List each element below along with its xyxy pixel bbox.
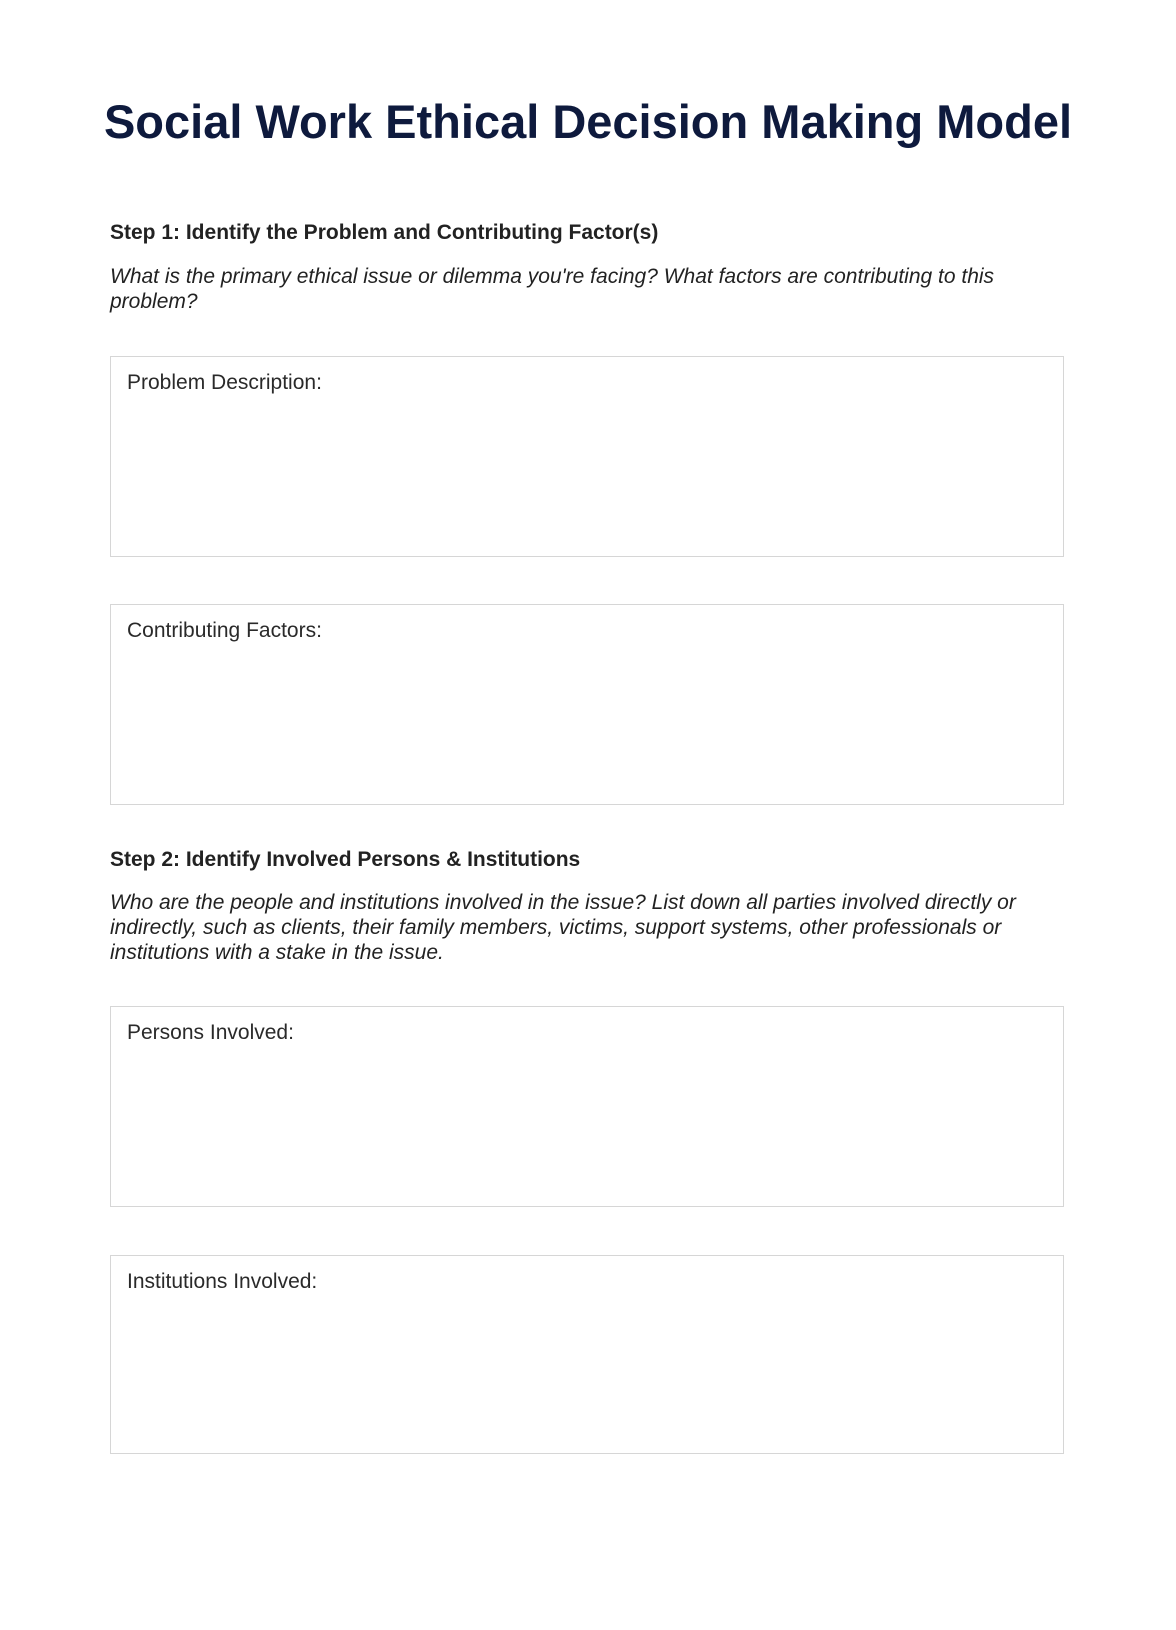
page-title: Social Work Ethical Decision Making Model <box>103 95 1073 148</box>
field-label: Contributing Factors: <box>127 619 322 642</box>
institutions-involved-field[interactable] <box>110 1255 1064 1454</box>
step-2-heading: Step 2: Identify Involved Persons & Institutions <box>110 848 581 871</box>
field-label: Institutions Involved: <box>127 1270 318 1293</box>
step-1-heading: Step 1: Identify the Problem and Contributing Factor(s) <box>110 221 659 244</box>
field-label: Problem Description: <box>127 371 322 394</box>
persons-involved-field[interactable] <box>110 1006 1064 1207</box>
field-label: Persons Involved: <box>127 1021 294 1044</box>
problem-description-field[interactable] <box>110 356 1064 557</box>
step-2-prompt: Who are the people and institutions involved in the issue? List down all parties involved directly or indirectly, such as clients, their family members, victims, support systems, other professionals or institutions with a stake in the issue. <box>110 891 1016 964</box>
contributing-factors-field[interactable] <box>110 604 1064 805</box>
step-1-prompt: What is the primary ethical issue or dilemma you're facing? What factors are contributing to this problem? <box>110 265 995 313</box>
